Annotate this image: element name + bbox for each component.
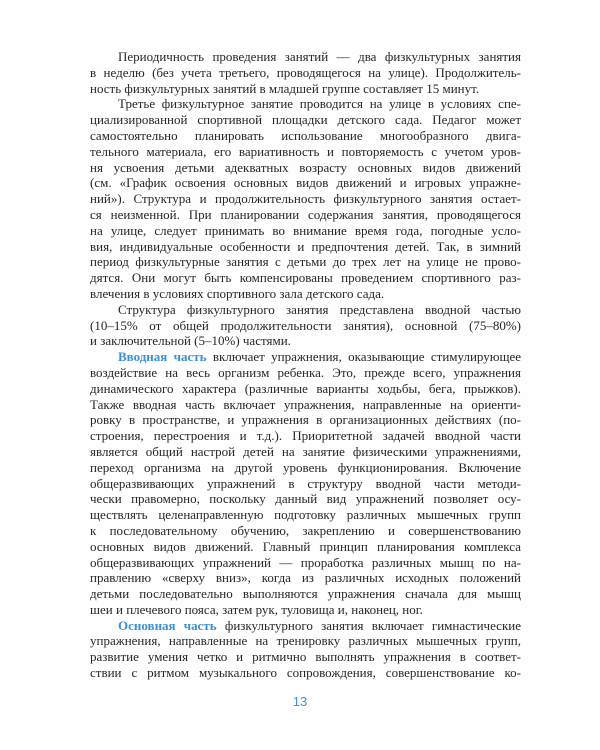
- text-line: Также вводная часть включает упражнения, направленные на ориенти-: [90, 396, 521, 412]
- text-line: тельного материала, его вариативность и повторяемость с учетом уров-: [90, 143, 521, 159]
- text-line: общеразвивающих упражнений в структуру вводной части методи-: [90, 475, 521, 491]
- text-line: является общий настрой детей на занятие физическими упражнениями,: [90, 443, 521, 459]
- page-number: 13: [292, 694, 308, 709]
- text-line: влечения в условиях спортивного зала детского сада.: [90, 285, 385, 301]
- text-line: строения, перестроения и т.д.). Приоритетной задачей вводной части: [90, 428, 521, 444]
- text-line: на улице, следует принимать во внимание время года, погодные усло-: [90, 222, 521, 238]
- text-line: ся неизменной. При планировании содержания занятия, проводящегося: [90, 206, 521, 222]
- text-line: (10–15% от общей продолжительности занятия), основной (75–80%): [90, 317, 521, 333]
- text-line: Структура физкультурного занятия представлена вводной частью: [118, 301, 521, 317]
- text-line: ществлять целенаправленную подготовку различных мышечных групп: [90, 507, 521, 523]
- text-line: переход организма на другой уровень функционирования. Включение: [90, 459, 521, 475]
- text-line: шеи и плечевого пояса, затем рук, туловища и, наконец, ног.: [90, 601, 423, 617]
- text-line: Третье физкультурное занятие проводится на улице в условиях спе-: [118, 96, 521, 112]
- text-block: [90, 49, 521, 681]
- lead-term: Основная часть: [118, 617, 217, 633]
- text-line: основных видов движений. Главный принцип планирования комплекса: [90, 538, 521, 554]
- line-text: включает упражнения, оказывающие стимулирующее: [212, 349, 521, 365]
- text-line: вия, индивидуальные особенности и предпочтения детей. Так, в зимний: [90, 238, 521, 254]
- text-line: самостоятельно планировать использование многообразного двига-: [90, 127, 521, 143]
- text-line: воздействие на весь организм ребенка. Это, прежде всего, упражнения: [90, 364, 521, 380]
- text-line: Периодичность проведения занятий — два физкультурных занятия: [118, 49, 521, 64]
- paragraph: [90, 49, 521, 96]
- text-line: дятся. Они могут быть компенсированы проведением спортивного раз-: [90, 270, 521, 286]
- text-line: ность физкультурных занятий в младшей группе составляет 15 минут.: [90, 80, 480, 96]
- paragraph: [90, 349, 521, 618]
- text-line: в неделю (без учета третьего, проводящегося на улице). Продолжитель-: [90, 64, 521, 80]
- text-line: правлению «сверху вниз», когда из различных исходных положений: [90, 570, 521, 586]
- text-line: детьми последовательно выполняются упражнения сначала для мышц: [90, 586, 521, 602]
- lead-term: Вводная часть: [118, 349, 207, 365]
- text-line: ня усвоения детьми адекватных возрасту основных видов движений: [90, 159, 521, 175]
- paragraph: [90, 96, 521, 301]
- text-line: ровку в пространстве, и упражнения в организационных действиях (по-: [90, 412, 521, 428]
- text-line: циализированной спортивной площадки детского сада. Педагог может: [90, 112, 521, 128]
- text-line: и заключительной (5–10%) частями.: [90, 333, 291, 349]
- text-line: чески правомерно, поскольку данный вид упражнений позволяет осу-: [90, 491, 521, 507]
- text-line: ствии с ритмом музыкального сопровождения, совершенствование ко-: [90, 665, 521, 681]
- text-line: упражнения, направленные на тренировку различных мышечных групп,: [90, 633, 521, 649]
- text-line: динамического характера (различные варианты ходьбы, бега, прыжков).: [90, 380, 521, 396]
- line-text: физкультурного занятия включает гимнастические: [224, 617, 521, 633]
- text-line: ний»). Структура и продолжительность физкультурного занятия остает-: [90, 191, 521, 207]
- paragraph: [90, 618, 521, 681]
- text-line: [90, 349, 521, 365]
- text-line: (см. «График освоения основных видов движений и игровых упражне-: [90, 175, 521, 191]
- text-line: развитие умения четко и ритмично выполнять упражнения в соответ-: [90, 649, 521, 665]
- text-line: период физкультурные занятия с детьми до трех лет на улице не прово-: [90, 254, 521, 270]
- text-line: [90, 618, 521, 634]
- text-line: общеразвивающих упражнений — проработка различных мышц по на-: [90, 554, 521, 570]
- paragraph: [90, 302, 521, 349]
- text-line: к последовательному обучению, закреплению и совершенствованию: [90, 522, 521, 538]
